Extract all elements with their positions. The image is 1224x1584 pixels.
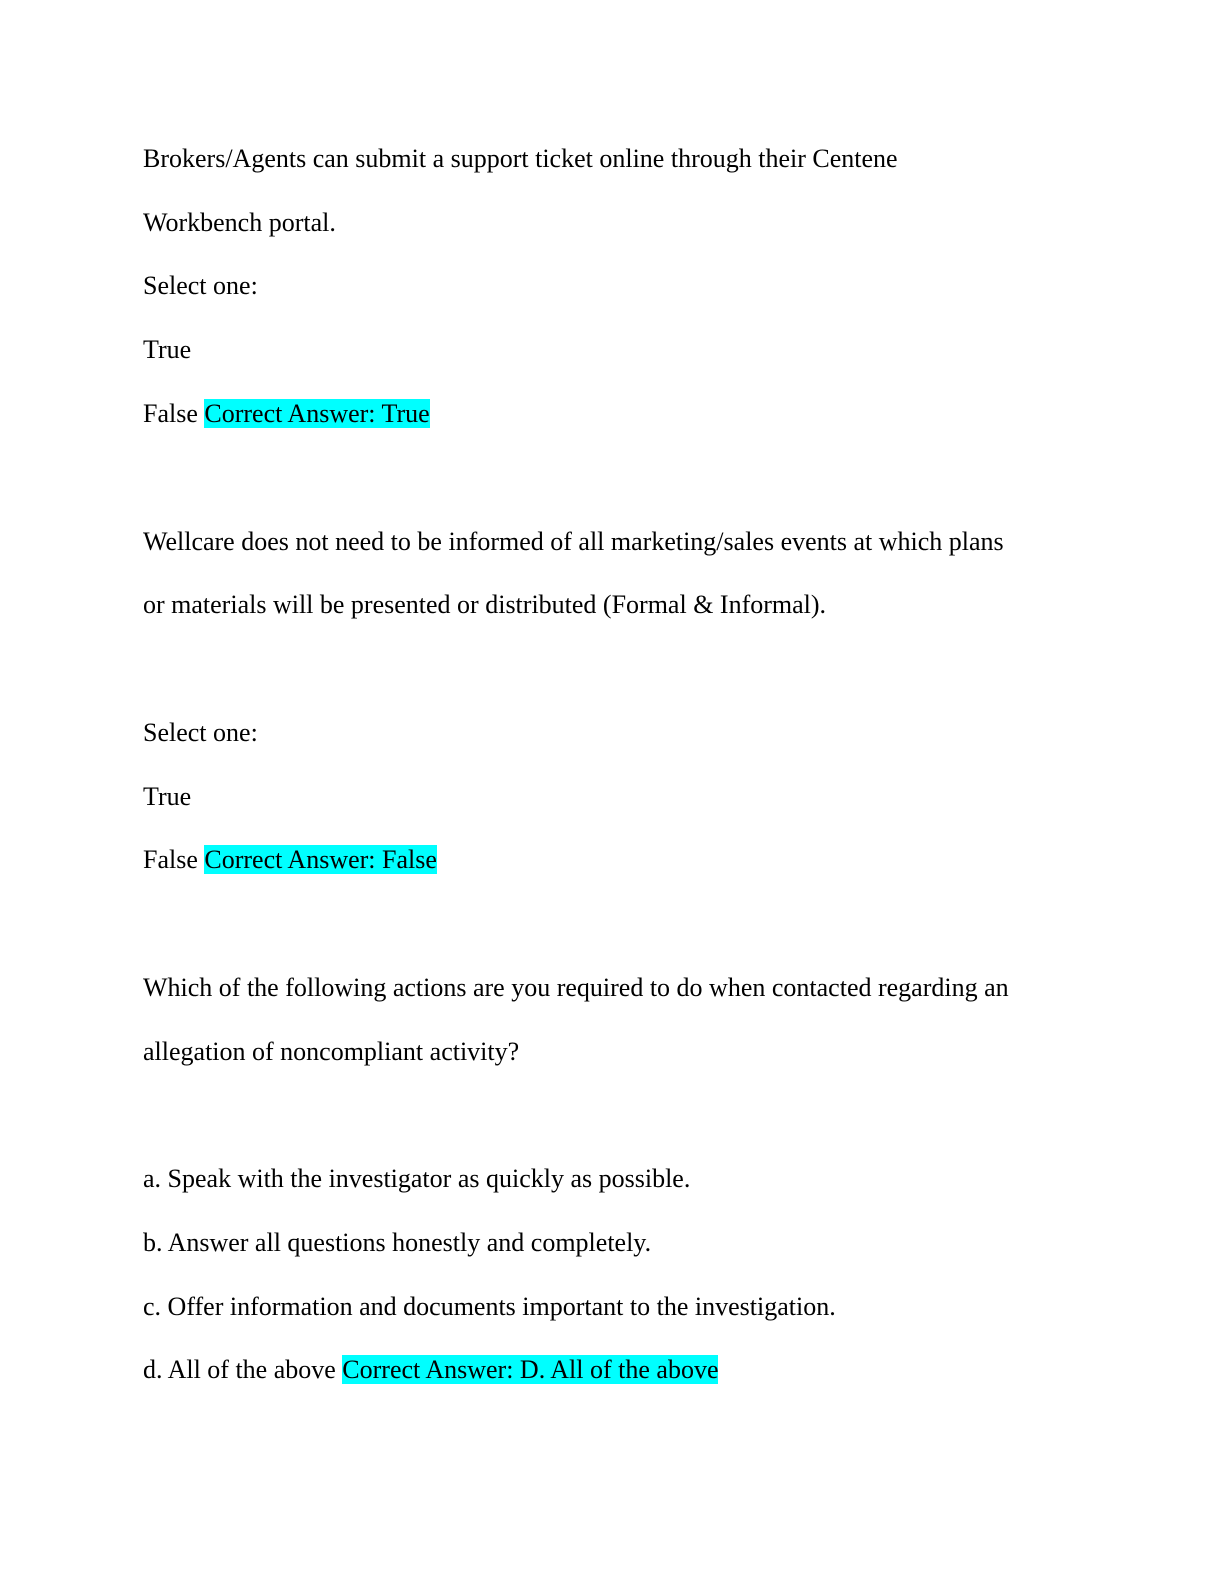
question-2-correct-answer: Correct Answer: False (204, 845, 437, 874)
question-3-option-a: a. Speak with the investigator as quickly as possible. (143, 1164, 691, 1193)
question-3-option-b: b. Answer all questions honestly and completely. (143, 1228, 652, 1257)
question-2-select-prompt: Select one: (143, 718, 258, 747)
question-1-select-prompt: Select one: (143, 271, 258, 300)
question-1-option-false-row (143, 397, 430, 431)
question-1-option-true: True (143, 335, 192, 364)
question-2-option-false: False (143, 845, 198, 874)
question-2-text-line-1: Wellcare does not need to be informed of all marketing/sales events at which plans (143, 527, 1004, 556)
question-1-correct-answer: Correct Answer: True (204, 399, 430, 428)
question-3-text-line-1: Which of the following actions are you required to do when contacted regarding an (143, 973, 1009, 1002)
question-1-option-false: False (143, 399, 198, 428)
question-2-option-true: True (143, 782, 192, 811)
question-3-option-d-row (143, 1353, 718, 1387)
question-3-option-d: d. All of the above (143, 1355, 336, 1384)
question-3-option-c: c. Offer information and documents important to the investigation. (143, 1292, 836, 1321)
question-3-correct-answer: Correct Answer: D. All of the above (342, 1355, 719, 1384)
question-1-text-line-2: Workbench portal. (143, 208, 336, 237)
question-2-option-false-row (143, 843, 437, 877)
question-3-text-line-2: allegation of noncompliant activity? (143, 1037, 520, 1066)
question-2-text-line-2: or materials will be presented or distributed (Formal & Informal). (143, 590, 827, 619)
question-1-text-line-1: Brokers/Agents can submit a support ticket online through their Centene (143, 144, 898, 173)
